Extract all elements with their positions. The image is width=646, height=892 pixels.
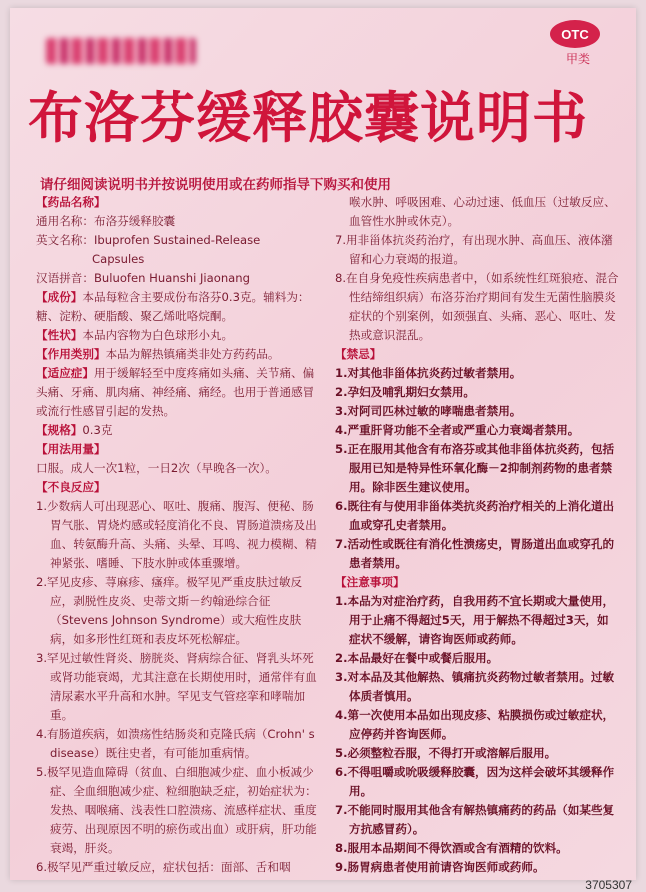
contraindications-heading: 【禁忌】 [335,347,382,361]
note-item: 7.不能同时服用其他含有解热镇痛药的药品（如某些复方抗感冒药）。 [335,803,615,836]
adverse-item: 4.有肠道疾病，如溃疡性结肠炎和克隆氏病（Crohn' s disease）既往史者，有可能加重病情。 [36,727,315,760]
contraindication-item: 3.对阿司匹林过敏的哮喘患者禁用。 [335,404,522,418]
ingredients-heading: 【成份】 [36,290,83,304]
blurred-brand-logo [46,38,196,64]
category-text: 本品为解热镇痛类非处方药药品。 [105,347,280,361]
usage-text: 口服。成人一次1粒，一日2次（早晚各一次）。 [36,461,277,475]
note-item: 5.必须整粒吞服，不得打开或溶解后服用。 [335,746,557,760]
adverse-item: 8.在自身免疫性疾病患者中，（如系统性红斑狼疮、混合性结缔组织病）布洛芬治疗期间有发生无菌性脑膜炎症状的个别案例，如颈强直、头痛、恶心、呕吐、发热或意识混乱。 [335,271,619,342]
otc-category: 甲类 [566,52,591,66]
adverse-item: 1.少数病人可出现恶心、呕吐、腹痛、腹泻、便秘、肠胃气胀、胃烧灼感或轻度消化不良、胃肠道溃疡及出血、转氨酶升高、头痛、头晕、耳鸣、视力模糊、精神紧张、嗜睡、下肢水肿或体重骤增。 [36,499,317,570]
indications-text: 用于缓解轻至中度疼痛如头痛、关节痛、偏头痛、牙痛、肌肉痛、神经痛、痛经。也用于普通感冒或流行性感冒引起的发热。 [36,366,315,418]
adverse-heading: 【不良反应】 [36,480,106,494]
note-item: 8.服用本品期间不得饮酒或含有酒精的饮料。 [335,841,568,855]
pinyin-name: 汉语拼音：Buluofen Huanshi Jiaonang [36,271,250,285]
adverse-item: 2.罕见皮疹、荨麻疹、瘙痒。极罕见严重皮肤过敏反应，剥脱性皮炎、史蒂文斯－约翰逊综合征（Stevens Johnson Syndrome）或大疱性皮肤病，如多形性红斑和表皮坏死松解症。 [36,575,303,646]
notes-heading: 【注意事项】 [335,575,405,589]
drug-name-heading: 【药品名称】 [36,195,106,209]
contraindication-item: 2.孕妇及哺乳期妇女禁用。 [335,385,476,399]
contraindication-item: 7.活动性或既往有消化性溃疡史，胃肠道出血或穿孔的患者禁用。 [335,537,615,570]
right-column [335,193,620,877]
adverse-item: 7.用非甾体抗炎药治疗，有出现水肿、高血压、液体潴留和心力衰竭的报道。 [335,233,613,266]
page-subtitle: 请仔细阅读说明书并按说明使用或在药师指导下购买和使用 [40,177,391,193]
adverse-item: 3.罕见过敏性肾炎、膀胱炎、肾病综合征、肾乳头坏死或肾功能衰竭，尤其注意在长期使用时，通常伴有血清尿素水平升高和水肿。罕见支气管痉挛和哮喘加重。 [36,651,317,722]
character-text: 本品内容物为白色球形小丸。 [82,328,234,342]
generic-name: 通用名称：布洛芬缓释胶囊 [36,214,176,228]
contraindication-item: 4.严重肝肾功能不全者或严重心力衰竭者禁用。 [335,423,580,437]
leaflet-sheet [10,8,636,880]
adverse-continued: 喉水肿、呼吸困难、心动过速、低血压（过敏反应、血管性水肿或休克）。 [349,195,616,228]
english-name-2: Capsules [92,252,145,266]
indications-heading: 【适应症】 [36,366,94,380]
character-heading: 【性状】 [36,328,83,342]
note-item: 6.不得咀嚼或吮吸缓释胶囊，因为这样会破坏其缓释作用。 [335,765,615,798]
contraindication-item: 1.对其他非甾体抗炎药过敏者禁用。 [335,366,522,380]
note-item: 9.肠胃病患者使用前请咨询医师或药师。 [335,860,545,874]
spec-heading: 【规格】 [36,423,83,437]
page-title: 布洛芬缓释胶囊说明书 [28,86,589,150]
note-item: 4.第一次使用本品如出现皮疹、粘膜损伤或过敏症状，应停药并咨询医师。 [335,708,615,741]
english-name-1: 英文名称：Ibuprofen Sustained-Release [36,233,261,247]
otc-badge [550,20,600,48]
ingredients-text: 本品每粒含主要成份布洛芬0.3克。辅料为：糖、淀粉、硬脂酸、聚乙烯吡咯烷酮。 [36,290,310,323]
note-item: 2.本品最好在餐中或餐后服用。 [335,651,499,665]
document-code: 3705307 [585,878,632,892]
left-column [36,193,321,877]
adverse-item: 6.极罕见严重过敏反应，症状包括：面部、舌和咽 [36,860,291,874]
spec-text: 0.3克 [82,423,113,437]
contraindication-item: 6.既往有与使用非甾体类抗炎药治疗相关的上消化道出血或穿孔史者禁用。 [335,499,615,532]
contraindication-item: 5.正在服用其他含有布洛芬或其他非甾体抗炎药，包括服用已知是特异性环氧化酶－2抑制剂药物的患者禁用。除非医生建议使用。 [335,442,615,494]
note-item: 3.对本品及其他解热、镇痛抗炎药物过敏者禁用。过敏体质者慎用。 [335,670,615,703]
usage-heading: 【用法用量】 [36,442,106,456]
otc-label: OTC [561,26,589,42]
adverse-item: 5.极罕见造血障碍（贫血、白细胞减少症、血小板减少症、全血细胞减少症、粒细胞缺乏症，初始症状为：发热、咽喉痛、浅表性口腔溃疡、流感样症状、重度疲劳、出现原因不明的瘀伤或出血）或肝病，肝功能衰竭，肝炎。 [36,765,317,855]
category-heading: 【作用类别】 [36,347,106,361]
note-item: 1.本品为对症治疗药，自我用药不宜长期或大量使用，用于止痛不得超过5天，用于解热不得超过3天，如症状不缓解，请咨询医师或药师。 [335,594,615,646]
